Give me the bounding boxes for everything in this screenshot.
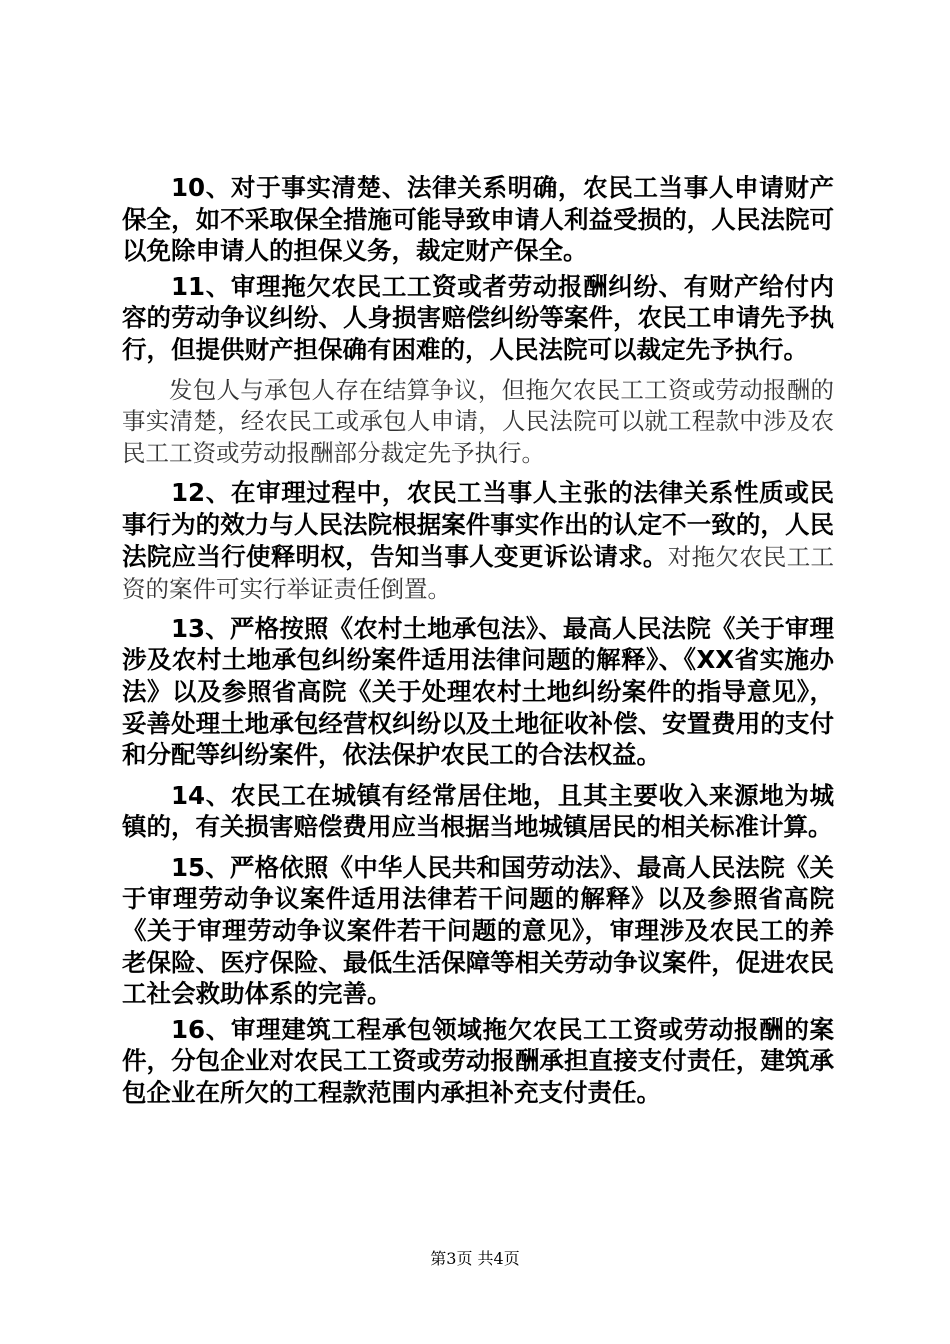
paragraph-item-11: 11、审理拖欠农民工工资或者劳动报酬纠纷、有财产给付内容的劳动争议纠纷、人身损害赔偿纠纷等案件，农民工申请先予执行，但提供财产担保确有困难的，人民法院可以裁定先予执行。 <box>122 271 834 364</box>
paragraph-item-12-main: 12、在审理过程中，农民工当事人主张的法律关系性质或民事行为的效力与人民法院根据案件事实作出的认定不一致的，人民法院应当行使释明权，告知当事人变更诉讼请求。 <box>122 478 834 571</box>
paragraph-item-12-tail: 对拖欠农民工工资的案件可实行举证责任倒置。 <box>122 542 835 604</box>
paragraph-item-15: 15、严格依照《中华人民共和国劳动法》、最高人民法院《关于审理劳动争议案件适用法律若干问题的解释》以及参照省高院《关于审理劳动争议案件若干问题的意见》，审理涉及农民工的养老保险、医疗保险、最低生活保障等相关劳动争议案件，促进农民工社会救助体系的完善。 <box>122 852 834 1009</box>
paragraph-item-16: 16、审理建筑工程承包领域拖欠农民工工资或劳动报酬的案件，分包企业对农民工工资或劳动报酬承担直接支付责任，建筑承包企业在所欠的工程款范围内承担补充支付责任。 <box>122 1014 834 1108</box>
page-number-footer: 第3页 共4页 <box>430 1249 520 1268</box>
paragraph-item-10: 10、对于事实清楚、法律关系明确，农民工当事人申请财产保全，如不采取保全措施可能导致申请人利益受损的，人民法院可以免除申请人的担保义务，裁定财产保全。 <box>122 173 834 266</box>
paragraph-item-11-supplement: 发包人与承包人存在结算争议，但拖欠农民工工资或劳动报酬的事实清楚，经农民工或承包人申请，人民法院可以就工程款中涉及农民工工资或劳动报酬部分裁定先予执行。 <box>122 375 834 467</box>
paragraph-item-14: 14、农民工在城镇有经常居住地，且其主要收入来源地为城镇的，有关损害赔偿费用应当根据当地城镇居民的相关标准计算。 <box>122 780 834 842</box>
paragraph-item-12 <box>122 477 834 605</box>
paragraph-item-13: 13、严格按照《农村土地承包法》、最高人民法院《关于审理涉及农村土地承包纠纷案件适用法律问题的解释》、《XX省实施办法》以及参照省高院《关于处理农村土地纠纷案件的指导意见》，妥善处理土地承包经营权纠纷以及土地征收补偿、安置费用的支付和分配等纠纷案件，依法保护农民工的合法权益。 <box>122 613 834 770</box>
document-body <box>122 172 834 1109</box>
